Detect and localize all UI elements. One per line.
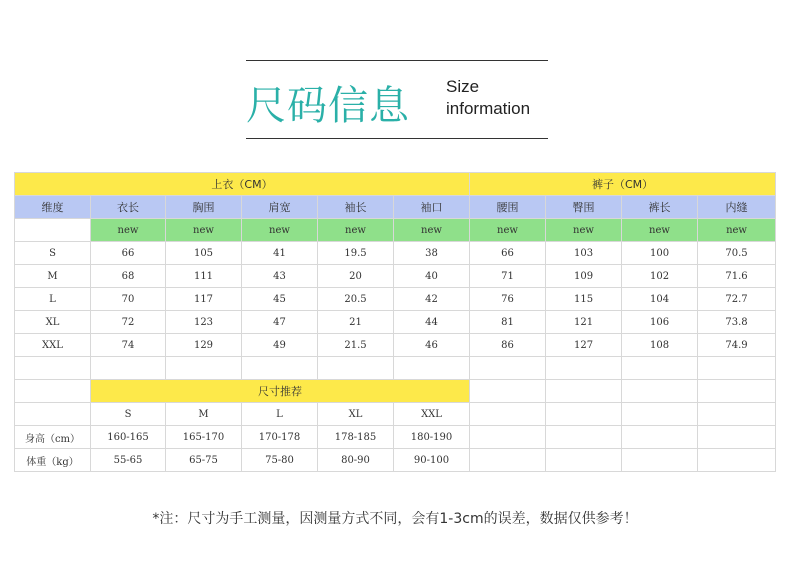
blank-cell xyxy=(622,380,698,403)
measure-cell: 66 xyxy=(91,242,166,265)
recommend-size: L xyxy=(242,403,318,426)
blank-cell xyxy=(546,403,622,426)
blank-cell xyxy=(546,449,622,472)
measure-cell: 45 xyxy=(242,288,318,311)
recommend-header: 尺寸推荐 xyxy=(91,380,470,403)
section-header-row xyxy=(15,173,776,196)
size-row-s xyxy=(15,242,776,265)
blank-cell xyxy=(622,357,698,380)
measure-cell: 70.5 xyxy=(698,242,776,265)
measure-cell: 106 xyxy=(622,311,698,334)
measure-cell: 121 xyxy=(546,311,622,334)
title-english xyxy=(446,76,530,120)
measure-cell: 71.6 xyxy=(698,265,776,288)
measure-cell: 129 xyxy=(166,334,242,357)
new-cell: new xyxy=(622,219,698,242)
blank-cell xyxy=(698,357,776,380)
measure-cell: 19.5 xyxy=(318,242,394,265)
blank-cell xyxy=(15,357,91,380)
new-cell: new xyxy=(698,219,776,242)
measure-cell: 20.5 xyxy=(318,288,394,311)
blank-cell xyxy=(470,357,546,380)
column-header: 裤长 xyxy=(622,196,698,219)
blank-cell xyxy=(470,403,546,426)
measure-cell: 21 xyxy=(318,311,394,334)
blank-cell xyxy=(698,449,776,472)
blank-cell xyxy=(15,403,91,426)
blank-cell xyxy=(698,403,776,426)
measure-cell: 81 xyxy=(470,311,546,334)
measure-cell: 66 xyxy=(470,242,546,265)
new-row-empty-cell xyxy=(15,219,91,242)
new-cell: new xyxy=(166,219,242,242)
title-chinese: 尺码信息 xyxy=(246,83,410,129)
recommend-size: S xyxy=(91,403,166,426)
weight-cell: 80-90 xyxy=(318,449,394,472)
measure-cell: 72 xyxy=(91,311,166,334)
weight-cell: 65-75 xyxy=(166,449,242,472)
measure-cell: 127 xyxy=(546,334,622,357)
blank-cell xyxy=(166,357,242,380)
blank-cell xyxy=(242,357,318,380)
measure-cell: 68 xyxy=(91,265,166,288)
title-bottom-rule xyxy=(246,138,548,139)
size-label: M xyxy=(15,265,91,288)
column-header: 臀围 xyxy=(546,196,622,219)
height-cell: 170-178 xyxy=(242,426,318,449)
blank-cell xyxy=(622,403,698,426)
new-cell: new xyxy=(242,219,318,242)
measure-cell: 21.5 xyxy=(318,334,394,357)
measure-cell: 47 xyxy=(242,311,318,334)
column-header: 袖长 xyxy=(318,196,394,219)
weight-cell: 75-80 xyxy=(242,449,318,472)
title-english-line2: information xyxy=(446,99,531,118)
blank-cell xyxy=(622,426,698,449)
size-row-xxl xyxy=(15,334,776,357)
measure-cell: 115 xyxy=(546,288,622,311)
height-cell: 180-190 xyxy=(394,426,470,449)
column-header: 衣长 xyxy=(91,196,166,219)
measure-cell: 108 xyxy=(622,334,698,357)
height-row xyxy=(15,426,776,449)
blank-cell xyxy=(470,449,546,472)
measure-cell: 40 xyxy=(394,265,470,288)
title-top-rule xyxy=(246,60,548,61)
measure-cell: 104 xyxy=(622,288,698,311)
blank-cell xyxy=(470,380,546,403)
measure-cell: 105 xyxy=(166,242,242,265)
title-english-line1: Size xyxy=(446,77,480,96)
blank-cell xyxy=(622,449,698,472)
measure-cell: 42 xyxy=(394,288,470,311)
size-row-l xyxy=(15,288,776,311)
blank-cell xyxy=(546,357,622,380)
new-row xyxy=(15,219,776,242)
section-top-header: 上衣（CM） xyxy=(15,173,470,196)
measure-cell: 74 xyxy=(91,334,166,357)
blank-cell xyxy=(91,357,166,380)
weight-cell: 55-65 xyxy=(91,449,166,472)
measure-cell: 20 xyxy=(318,265,394,288)
section-pants-header: 裤子（CM） xyxy=(470,173,776,196)
measure-cell: 100 xyxy=(622,242,698,265)
blank-cell xyxy=(318,357,394,380)
blank-cell xyxy=(698,426,776,449)
column-header: 腰围 xyxy=(470,196,546,219)
height-label: 身高（cm） xyxy=(15,426,91,449)
recommend-size: XXL xyxy=(394,403,470,426)
size-table-body xyxy=(15,173,776,472)
column-header: 肩宽 xyxy=(242,196,318,219)
measure-cell: 86 xyxy=(470,334,546,357)
height-cell: 165-170 xyxy=(166,426,242,449)
size-label: XL xyxy=(15,311,91,334)
recommend-header-row xyxy=(15,380,776,403)
size-table xyxy=(14,172,776,472)
blank-cell xyxy=(546,426,622,449)
blank-cell xyxy=(394,357,470,380)
blank-row xyxy=(15,357,776,380)
blank-cell xyxy=(15,380,91,403)
column-header: 袖口 xyxy=(394,196,470,219)
measure-cell: 74.9 xyxy=(698,334,776,357)
recommend-size: M xyxy=(166,403,242,426)
blank-cell xyxy=(470,426,546,449)
size-label: L xyxy=(15,288,91,311)
measurement-note: *注：尺寸为手工测量，因测量方式不同，会有1-3cm的误差，数据仅供参考！ xyxy=(152,511,638,527)
dims-label: 维度 xyxy=(15,196,91,219)
new-cell: new xyxy=(546,219,622,242)
height-cell: 160-165 xyxy=(91,426,166,449)
recommend-size: XL xyxy=(318,403,394,426)
measure-cell: 41 xyxy=(242,242,318,265)
measure-cell: 72.7 xyxy=(698,288,776,311)
new-cell: new xyxy=(394,219,470,242)
measure-cell: 76 xyxy=(470,288,546,311)
size-row-m xyxy=(15,265,776,288)
measure-cell: 102 xyxy=(622,265,698,288)
new-cell: new xyxy=(91,219,166,242)
measure-cell: 70 xyxy=(91,288,166,311)
weight-row xyxy=(15,449,776,472)
weight-cell: 90-100 xyxy=(394,449,470,472)
measure-cell: 71 xyxy=(470,265,546,288)
measure-cell: 49 xyxy=(242,334,318,357)
blank-cell xyxy=(546,380,622,403)
new-cell: new xyxy=(318,219,394,242)
measure-cell: 38 xyxy=(394,242,470,265)
measure-cell: 43 xyxy=(242,265,318,288)
blank-cell xyxy=(698,380,776,403)
new-cell: new xyxy=(470,219,546,242)
measure-cell: 44 xyxy=(394,311,470,334)
measure-cell: 109 xyxy=(546,265,622,288)
measure-cell: 111 xyxy=(166,265,242,288)
measure-cell: 103 xyxy=(546,242,622,265)
title-block xyxy=(246,60,548,140)
height-cell: 178-185 xyxy=(318,426,394,449)
size-label: S xyxy=(15,242,91,265)
column-header-row xyxy=(15,196,776,219)
weight-label: 体重（kg） xyxy=(15,449,91,472)
size-label: XXL xyxy=(15,334,91,357)
measure-cell: 117 xyxy=(166,288,242,311)
measure-cell: 46 xyxy=(394,334,470,357)
size-row-xl xyxy=(15,311,776,334)
column-header: 内缝 xyxy=(698,196,776,219)
measure-cell: 123 xyxy=(166,311,242,334)
column-header: 胸围 xyxy=(166,196,242,219)
recommend-size-row xyxy=(15,403,776,426)
measure-cell: 73.8 xyxy=(698,311,776,334)
